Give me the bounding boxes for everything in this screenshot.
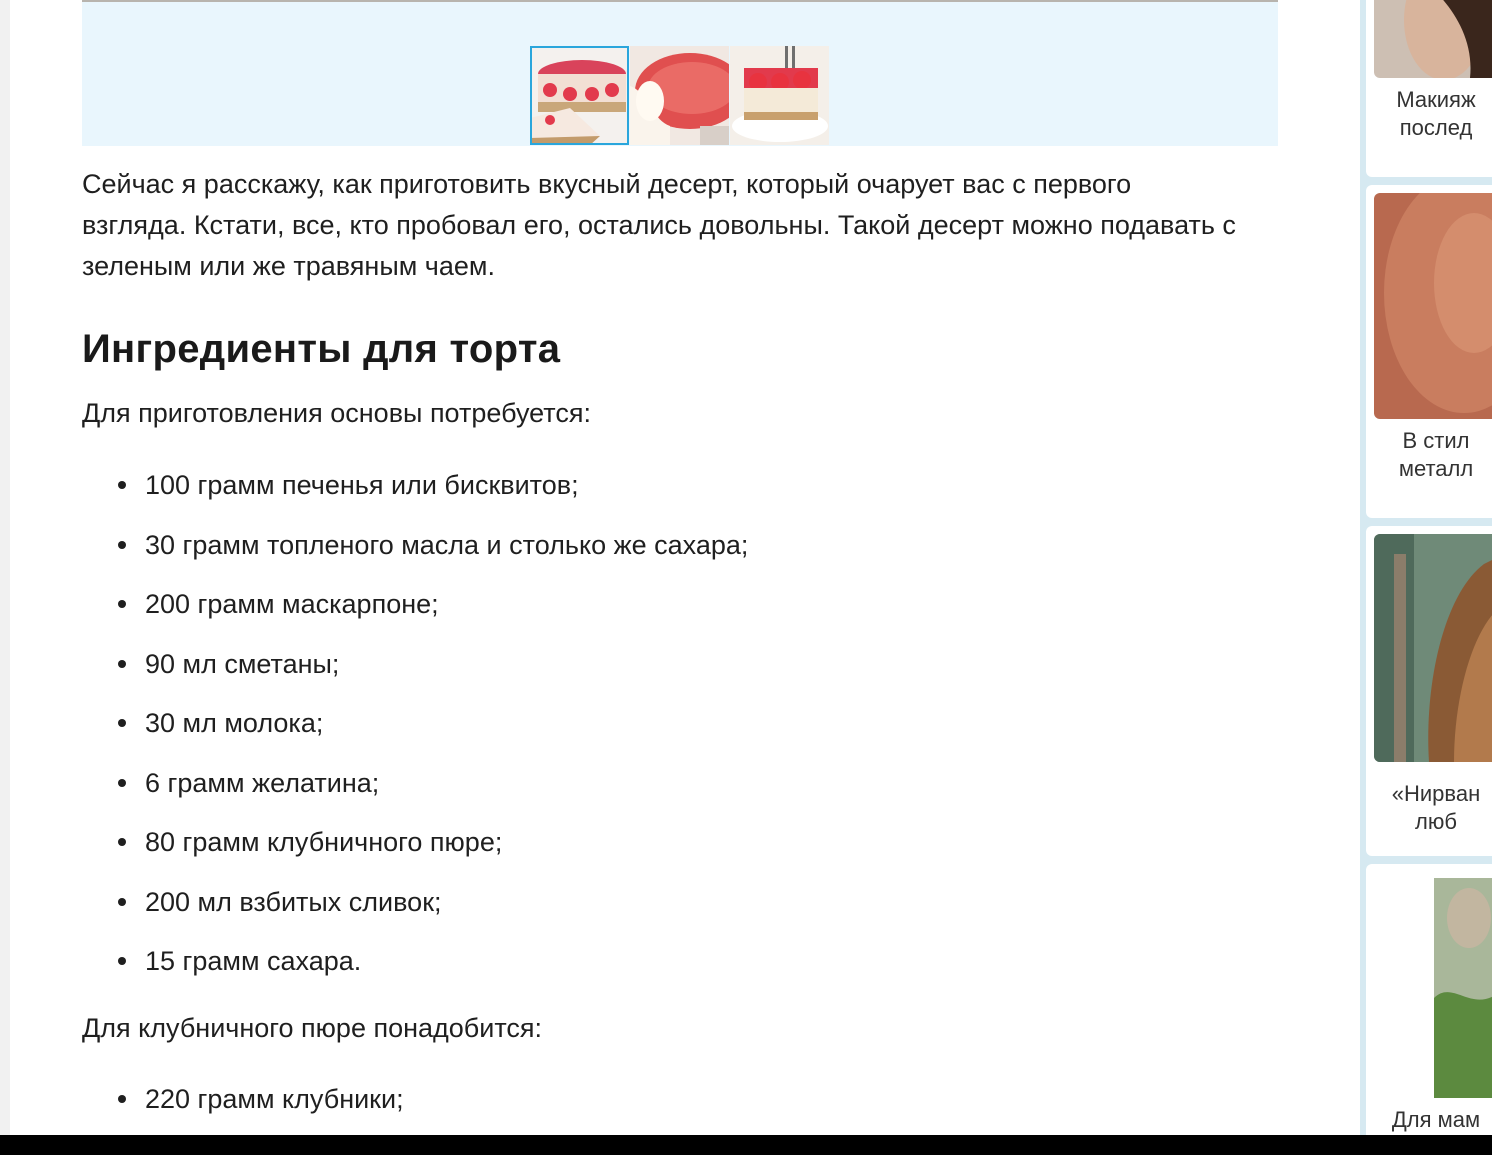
page-left-gutter: [0, 0, 10, 1135]
sidebar-card-caption: Макияж послед: [1396, 87, 1476, 140]
sidebar-card-moms[interactable]: [1366, 864, 1492, 1135]
puree-ingredients-list: [82, 1072, 404, 1132]
list-item: 30 мл молока;: [82, 696, 748, 756]
list-item: 220 грамм клубники;: [82, 1072, 404, 1132]
sidebar-card-nirvana[interactable]: [1366, 526, 1492, 856]
sidebar-card-image: [1374, 878, 1492, 1098]
list-item: 200 мл взбитых сливок;: [82, 875, 748, 935]
sidebar-card-caption: В стил металл: [1398, 428, 1474, 481]
cake-piece-with-fork-thumbnail[interactable]: [730, 46, 829, 145]
list-item: 30 грамм топленого масла и столько же сахара;: [82, 518, 748, 578]
puree-ingredients-label: Для клубничного пюре понадобится:: [82, 1013, 543, 1043]
base-ingredients-list: [82, 458, 748, 994]
gallery-thumbnail-strip: [82, 2, 1278, 146]
base-ingredients-label: Для приготовления основы потребуется:: [82, 398, 591, 428]
strawberry-jelly-cake-thumbnail[interactable]: [630, 46, 729, 145]
article-intro-paragraph: Сейчас я расскажу, как приготовить вкусный десерт, который очарует вас с первого взгляда. Кстати, все, кто пробовал его, остались довольны. Такой десерт можно подавать с зеленым или же травяным чаем.: [82, 169, 1236, 281]
sidebar-card-caption: «Нирван люб: [1391, 781, 1481, 834]
sidebar-card-image: [1374, 0, 1492, 78]
list-item: 80 грамм клубничного пюре;: [82, 815, 748, 875]
related-articles-sidebar: [1360, 0, 1492, 1135]
screen-bottom-bar: [0, 1135, 1492, 1155]
list-item: 100 грамм печенья или бисквитов;: [82, 458, 748, 518]
list-item: 200 грамм маскарпоне;: [82, 577, 748, 637]
ingredients-heading: Ингредиенты для торта: [82, 327, 561, 371]
list-item: 15 грамм сахара.: [82, 934, 748, 994]
sidebar-card-metallic[interactable]: [1366, 185, 1492, 518]
sidebar-card-image: [1374, 193, 1492, 419]
sidebar-card-makeup[interactable]: [1366, 0, 1492, 177]
cheesecake-slice-thumbnail[interactable]: [530, 46, 629, 145]
list-item: 6 грамм желатина;: [82, 756, 748, 816]
list-item: 90 мл сметаны;: [82, 637, 748, 697]
sidebar-card-image: [1374, 534, 1492, 762]
sidebar-card-caption: Для мам: [1391, 1107, 1481, 1132]
